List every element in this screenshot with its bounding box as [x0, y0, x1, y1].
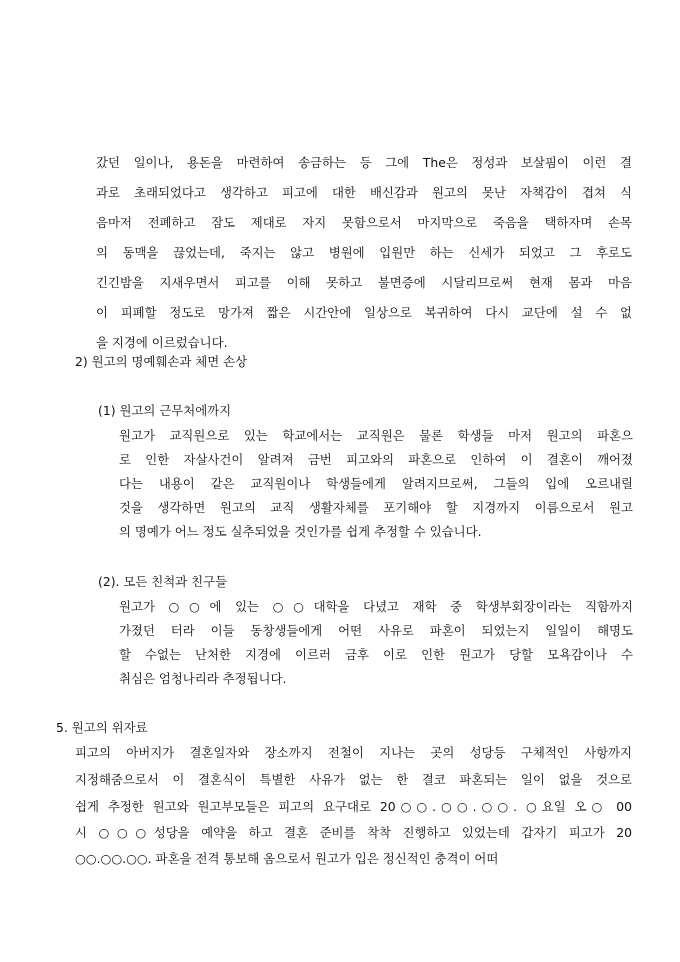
- text-line: 할 수없는 난처한 지경에 이르러 금후 이로 인한 원고가 당할 모욕감이나 수: [119, 647, 633, 662]
- subsection-heading: (1) 원고의 근무처에까지: [98, 403, 232, 418]
- text-line: 갔던 일이나, 용돈을 마련하여 송금하는 등 그에 The은 정성과 보살핌이 이런 결: [96, 155, 632, 170]
- text-line: 다는 내용이 같은 교직원이나 학생들에게 알려지므로써, 그들의 입에 오르내릴: [119, 476, 633, 491]
- section-heading: 5. 원고의 위자료: [56, 720, 148, 735]
- text-line: 취심은 엄청나리라 추정됩니다.: [119, 671, 287, 686]
- text-line: 을 지경에 이르렀습니다.: [96, 335, 228, 350]
- text-line: 긴긴밤을 지새우면서 피고를 이해 못하고 불면증에 시달리므로써 현재 몸과 마음: [96, 275, 632, 290]
- text-line: 이 피폐할 정도로 망가져 짧은 시간안에 일상으로 복귀하여 다시 교단에 설 수 없: [96, 305, 632, 320]
- section-heading: 2) 원고의 명예훼손과 체면 손상: [75, 354, 248, 369]
- text-line: 음마저 전폐하고 잠도 제대로 자지 못함으로서 마지막으로 죽음을 택하자며 손목: [96, 215, 632, 230]
- text-line: 로 인한 자살사건이 알려져 금번 피고와의 파혼으로 인하여 이 결혼이 깨어졌: [119, 452, 633, 467]
- text-line: 의 명예가 어느 정도 실추되었을 것인가를 쉽게 추정할 수 있습니다.: [119, 524, 482, 539]
- text-line: 원고가 교직원으로 있는 학교에서는 교직원은 물론 학생들 마저 원고의 파혼으: [119, 428, 633, 443]
- text-line: 것을 생각하면 원고의 교직 생활자체를 포기해야 할 지경까지 이름으로서 원고: [119, 500, 633, 515]
- text-line: 가졌던 터라 이들 동창생들에게 어떤 사유로 파혼이 되었는지 일일이 해명도: [119, 623, 633, 638]
- text-line: 원고가 ○○에 있는 ○○대학을 다녔고 재학 중 학생부회장이라는 직함까지: [119, 599, 633, 614]
- text-line: 쉽게 추정한 원고와 원고부모들은 피고의 요구대로 20○○.○○.○○. ○요일 오○ 00: [75, 799, 632, 814]
- text-line: 의 동맥을 끊었는데, 죽지는 않고 병원에 입원만 하는 신세가 되었고 그 후로도: [96, 245, 632, 260]
- text-line: 시 ○○○성당을 예약을 하고 결혼 준비를 착착 진행하고 있었는데 갑자기 피고가 20: [75, 825, 632, 840]
- text-line: 과로 초래되었다고 생각하고 피고에 대한 배신감과 원고의 못난 자책감이 겹쳐 식: [96, 185, 632, 200]
- text-line: ○○.○○.○○. 파혼을 전격 통보해 옴으로서 원고가 입은 정신적인 충격이 어떠: [75, 851, 499, 866]
- subsection-heading: (2). 모든 친척과 친구들: [98, 574, 228, 589]
- text-line: 지정해줌으로서 이 결혼식이 특별한 사유가 없는 한 결코 파혼되는 일이 없을 것으로: [75, 772, 632, 787]
- text-line: 피고의 아버지가 결혼일자와 장소까지 전철이 지나는 곳의 성당등 구체적인 사항까지: [75, 745, 632, 760]
